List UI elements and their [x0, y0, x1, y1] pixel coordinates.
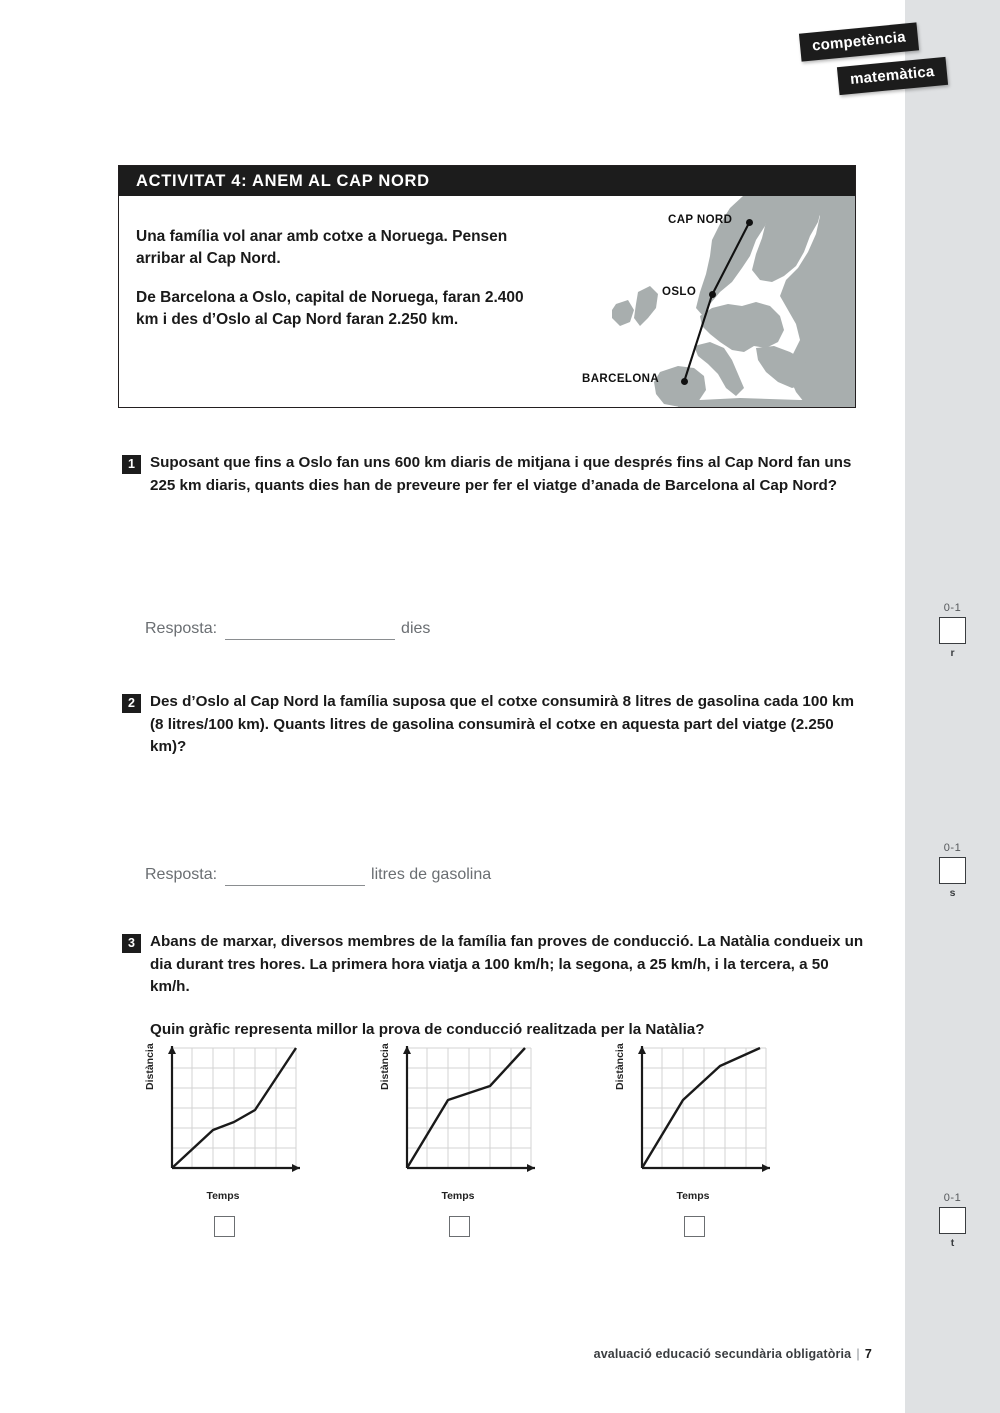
activity-paragraph-1: Una família vol anar amb cotxe a Noruega. Pensen arribar al Cap Nord. [136, 228, 508, 267]
graph-c-xlabel: Temps [676, 1190, 710, 1202]
competence-tab-1: competència [799, 22, 919, 61]
score-marker-3 [905, 1192, 1000, 1249]
map-dot-cap-nord [746, 219, 753, 226]
map-label-barcelona: BARCELONA [582, 373, 660, 385]
answer-row-1 [145, 617, 430, 640]
score-range-1: 0-1 [943, 602, 962, 614]
map-dot-oslo [709, 291, 716, 298]
question-3-number: 3 [122, 934, 141, 953]
score-box-3[interactable] [939, 1207, 966, 1234]
answer-label-2: Resposta: [145, 866, 218, 883]
graph-a-xlabel: Temps [206, 1190, 240, 1202]
score-code-3: t [950, 1237, 955, 1249]
graph-b-checkbox[interactable] [449, 1216, 470, 1237]
margin-gap [897, 0, 905, 1413]
activity-intro-text [136, 226, 526, 331]
activity-title: ACTIVITAT 4: ANEM AL CAP NORD [119, 166, 855, 196]
score-marker-2 [905, 842, 1000, 899]
page-footer [0, 1347, 872, 1361]
score-code-1: r [950, 647, 955, 659]
answer-label-1: Resposta: [145, 620, 218, 637]
score-code-2: s [949, 887, 956, 899]
question-1-text-part-3: de Barcelona al Cap Nord? [638, 476, 838, 494]
graph-option-c[interactable] [610, 1038, 790, 1248]
activity-body [119, 196, 855, 407]
footer-text: avaluació educació secundària obligatòria [593, 1347, 852, 1361]
competence-tabs [795, 22, 970, 102]
footer-page-number: 7 [864, 1347, 872, 1361]
graph-option-b[interactable] [375, 1038, 555, 1248]
answer-unit-2: litres de gasolina [371, 866, 492, 883]
question-3-subquestion: Quin gràfic representa millor la prova de conducció realitzada per la Natàlia? [150, 1020, 705, 1038]
question-1-emphasis: anada [594, 476, 639, 494]
europe-route-map [560, 196, 855, 407]
answer-input-2[interactable] [225, 863, 365, 886]
graph-b-plot [375, 1038, 555, 1193]
footer-separator: | [856, 1347, 860, 1361]
question-2-number: 2 [122, 694, 141, 713]
question-1-text [150, 452, 867, 497]
question-3 [122, 931, 867, 1041]
score-box-1[interactable] [939, 617, 966, 644]
answer-input-1[interactable] [225, 617, 395, 640]
map-dot-barcelona [681, 378, 688, 385]
question-1-text-part-1: Suposant que fins a Oslo fan uns 600 km diaris de mitjana i que després fins al Cap Nord fan uns 225 km diaris, quants dies han de preveure per fer el viatge d’ [150, 454, 852, 494]
score-range-2: 0-1 [943, 842, 962, 854]
graph-c-checkbox[interactable] [684, 1216, 705, 1237]
score-marker-1 [905, 602, 1000, 659]
map-label-cap-nord: CAP NORD [668, 214, 733, 226]
question-1-number: 1 [122, 455, 141, 474]
activity-panel [118, 165, 856, 408]
graph-a-checkbox[interactable] [214, 1216, 235, 1237]
question-2-text: Des d’Oslo al Cap Nord la família suposa que el cotxe consumirà 8 litres de gasolina cada 100 km (8 litres/100 km). Quants litres de gasolina consumirà el cotxe en aquesta part del viatge (2.250 km)? [150, 693, 854, 755]
activity-paragraph-2: De Barcelona a Oslo, capital de Noruega, faran 2.400 km i des d’Oslo al Cap Nord faran 2.250 km. [136, 289, 524, 328]
question-1 [122, 452, 867, 497]
answer-option-graphs [140, 1038, 800, 1248]
graph-a-plot [140, 1038, 320, 1193]
graph-c-plot [610, 1038, 790, 1193]
graph-b-ylabel: Distància [379, 1043, 391, 1090]
answer-row-2 [145, 863, 491, 886]
graph-c-ylabel: Distància [614, 1043, 626, 1090]
question-2 [122, 691, 867, 759]
map-label-oslo: OSLO [662, 286, 697, 298]
graph-a-ylabel: Distància [144, 1043, 156, 1090]
score-box-2[interactable] [939, 857, 966, 884]
score-range-3: 0-1 [943, 1192, 962, 1204]
competence-tab-2: matemàtica [837, 57, 948, 95]
graph-b-xlabel: Temps [441, 1190, 475, 1202]
answer-unit-1: dies [401, 620, 431, 637]
graph-option-a[interactable] [140, 1038, 320, 1248]
question-3-text: Abans de marxar, diversos membres de la família fan proves de conducció. La Natàlia condueix un dia durant tres hores. La primera hora viatja a 100 km/h; la segona, a 25 km/h, i la tercera, a 50 km/h. [150, 933, 864, 995]
